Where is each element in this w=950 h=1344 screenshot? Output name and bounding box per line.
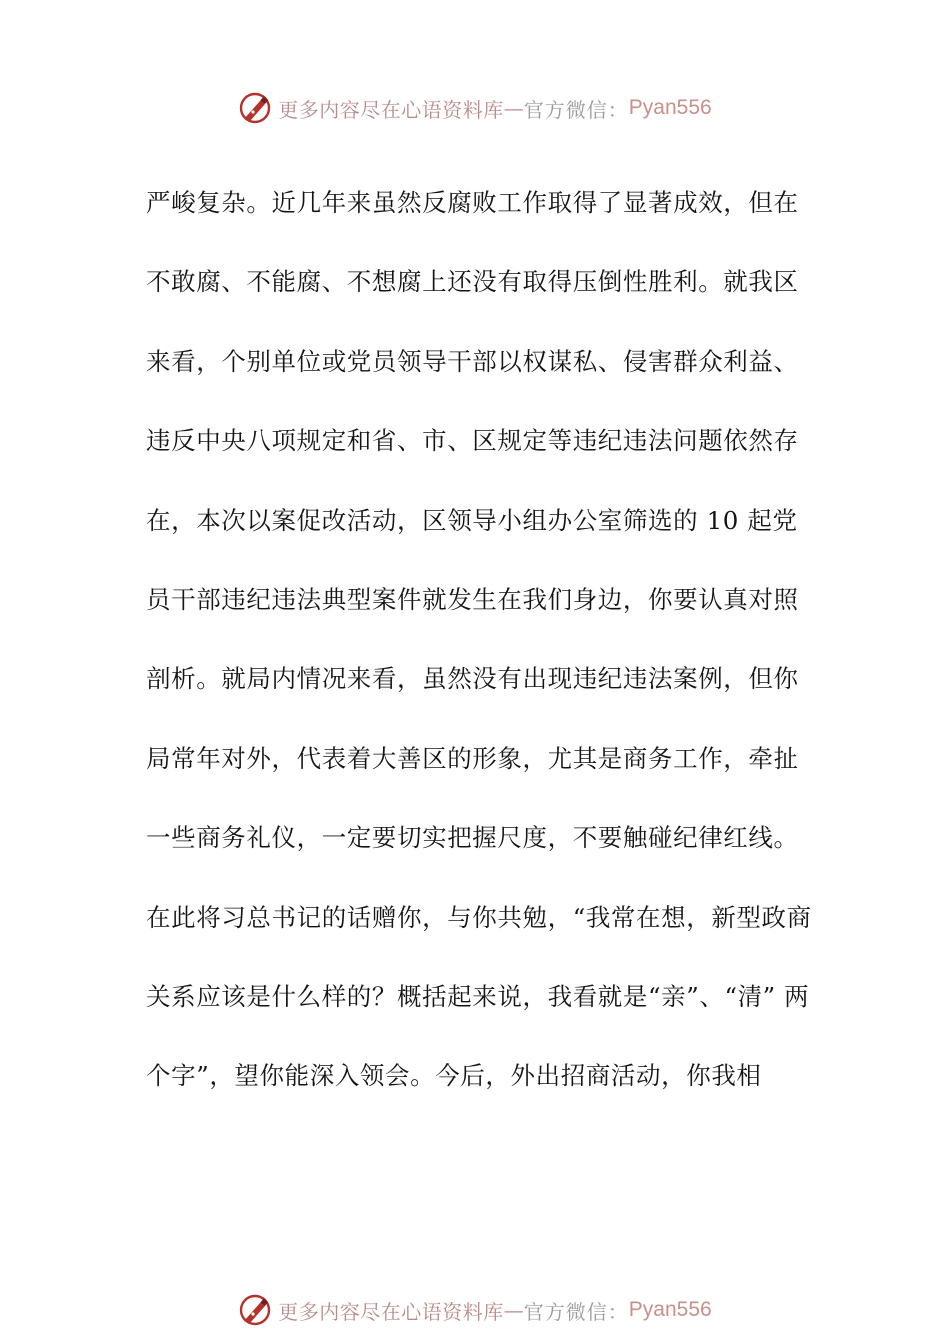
banner-wechat-label: 官方微信： xyxy=(523,1299,629,1324)
banner-text xyxy=(278,1296,711,1325)
banner-account: Pyan556 xyxy=(628,1298,712,1321)
body-line: 关系应该是什么样的？概括起来说，我看就是“亲”、“清” 两 xyxy=(146,981,810,1011)
footer-banner xyxy=(0,1288,950,1332)
banner-separator: — xyxy=(503,96,524,120)
body-line: 不敢腐、不能腐、不想腐上还没有取得压倒性胜利。就我区 xyxy=(146,267,799,297)
banner-brand: 更多内容尽在心语资料库 xyxy=(278,1299,504,1324)
banner-account: Pyan556 xyxy=(628,96,712,119)
body-line: 在，本次以案促改活动，区领导小组办公室筛选的 10 起党 xyxy=(146,505,798,535)
document-body xyxy=(146,174,818,1127)
banner-separator: — xyxy=(503,1298,524,1322)
banner-brand: 更多内容尽在心语资料库 xyxy=(278,97,504,122)
header-banner xyxy=(0,86,950,130)
pen-nib-logo-icon xyxy=(238,91,272,125)
body-line: 来看，个别单位或党员领导干部以权谋私、侵害群众利益、 xyxy=(146,346,799,376)
body-line: 在此将习总书记的话赠你，与你共勉，“我常在想，新型政商 xyxy=(146,902,812,932)
banner-wechat-label: 官方微信： xyxy=(523,97,629,122)
body-line: 员干部违纪违法典型案件就发生在我们身边，你要认真对照 xyxy=(146,584,799,614)
pen-nib-logo-icon xyxy=(238,1293,272,1327)
body-line: 个字”，望你能深入领会。今后，外出招商活动，你我相 xyxy=(146,1061,762,1091)
banner-text xyxy=(278,94,711,123)
body-line: 一些商务礼仪，一定要切实把握尺度，不要触碰纪律红线。 xyxy=(146,823,799,853)
body-line: 剖析。就局内情况来看，虽然没有出现违纪违法案例，但你 xyxy=(146,664,799,694)
body-line: 违反中央八项规定和省、市、区规定等违纪违法问题依然存 xyxy=(146,426,799,456)
body-line: 严峻复杂。近几年来虽然反腐败工作取得了显著成效，但在 xyxy=(146,188,799,217)
body-line: 局常年对外，代表着大善区的形象，尤其是商务工作，牵扯 xyxy=(146,743,799,773)
